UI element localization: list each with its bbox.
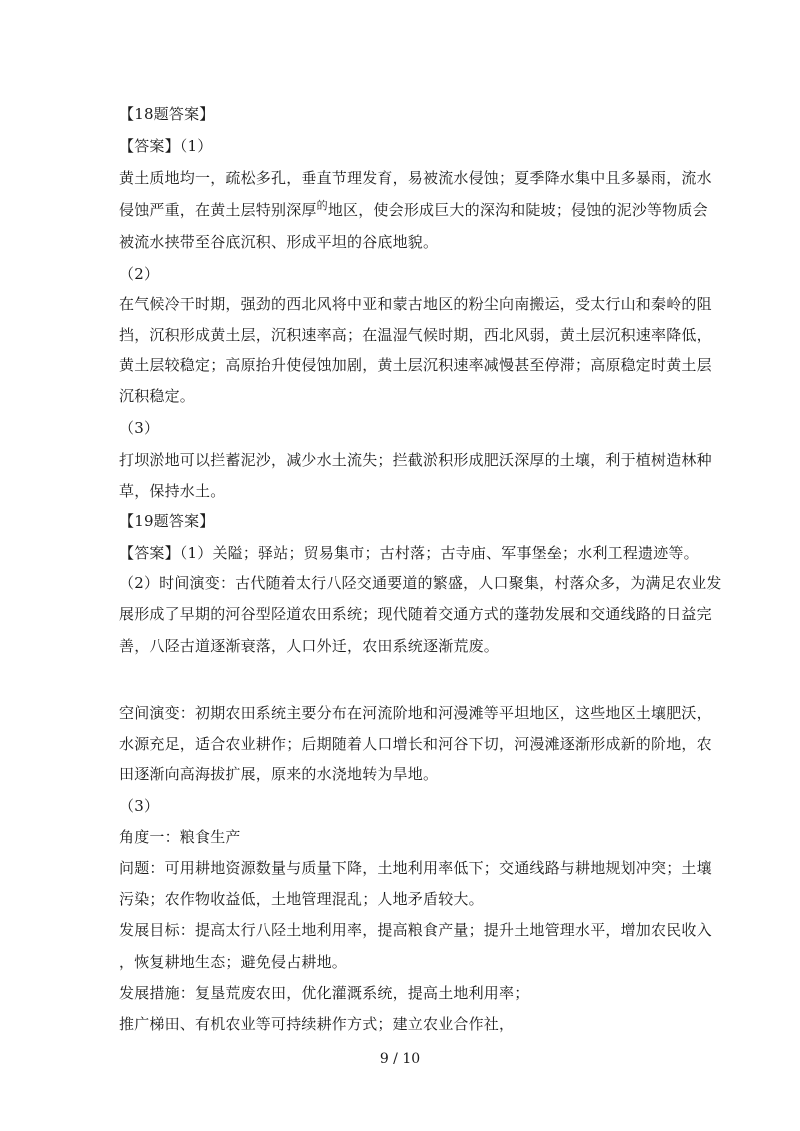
q18-part2-label: （2） [119, 265, 160, 283]
q18-part3-line-1: 打坝淤地可以拦蓄泥沙，减少水土流失；拦截淤积形成肥沃深厚的土壤，利于植树造林种 [119, 451, 712, 469]
q19-space-line-1: 空间演变：初期农田系统主要分布在河流阶地和河漫滩等平坦地区，这些地区土壤肥沃， [119, 704, 712, 722]
q18-part3-line-2: 草，保持水土。 [119, 482, 226, 500]
q18-part2-line-4: 沉积稳定。 [119, 387, 196, 405]
q18-part1-line-2-b: 地区，使会形成巨大的深沟和陡坡；侵蚀的泥沙等物质会 [327, 201, 708, 219]
q19-measure-line-2: 推广梯田、有机农业等可持续耕作方式；建立农业合作社， [119, 1015, 515, 1033]
q19-angle: 角度一：粮食生产 [119, 828, 241, 846]
q18-part1-line-2-sup: 的 [316, 199, 328, 212]
q18-part1-line-1: 黄土质地均一，疏松多孔，垂直节理发育，易被流水侵蚀；夏季降水集中且多暴雨，流水 [119, 169, 712, 187]
q18-part1-line-2-a: 侵蚀严重，在黄土层特别深厚 [119, 201, 317, 219]
q19-space-line-3: 田逐渐向高海拔扩展，原来的水浇地转为旱地。 [119, 765, 439, 783]
q19-part3-label: （3） [119, 797, 160, 815]
q19-problem-line-2: 污染；农作物收益低，土地管理混乱；人地矛盾较大。 [119, 890, 484, 908]
q19-part2-line-2: 展形成了早期的河谷型陉道农田系统；现代随着交通方式的蓬勃发展和交通线路的日益完 [119, 605, 712, 623]
q19-goal-line-2: ，恢复耕地生态；避免侵占耕地。 [119, 953, 348, 971]
q19-part2-line-3: 善，八陉古道逐渐衰落，人口外迁，农田系统逐渐荒废。 [119, 637, 500, 655]
q19-goal-line-1: 发展目标：提高太行八陉土地利用率，提高粮食产量；提升土地管理水平，增加农民收入 [119, 921, 712, 939]
q18-part1-line-3: 被流水挟带至谷底沉积、形成平坦的谷底地貌。 [119, 233, 439, 251]
page-number: 9 / 10 [379, 1051, 421, 1067]
q18-part2-line-2: 挡，沉积形成黄土层，沉积速率高；在温湿气候时期，西北风弱，黄土层沉积速率降低， [119, 326, 712, 344]
q19-problem-line-1: 问题：可用耕地资源数量与质量下降，土地利用率低下；交通线路与耕地规划冲突；土壤 [119, 859, 712, 877]
q18-part2-line-3: 黄土层较稳定；高原抬升使侵蚀加剧，黄土层沉积速率减慢甚至停滞；高原稳定时黄土层 [119, 356, 712, 374]
q18-part1-label: 【答案】（1） [119, 137, 213, 155]
q18-part1-line-2 [119, 199, 708, 222]
q18-header: 【18题答案】 [119, 105, 215, 123]
q18-part3-label: （3） [119, 419, 160, 437]
q19-space-line-2: 水源充足，适合农业耕作；后期随着人口增长和河谷下切，河漫滩逐渐形成新的阶地，农 [119, 735, 712, 753]
q19-part1-line: 【答案】（1）关隘；驿站；贸易集市；古村落；古寺庙、军事堡垒；水利工程遗迹等。 [119, 544, 699, 562]
q19-part2-line-1: （2）时间演变：古代随着太行八陉交通要道的繁盛，人口聚集，村落众多，为满足农业发 [119, 574, 722, 592]
q18-part2-line-1: 在气候冷干时期，强劲的西北风将中亚和蒙古地区的粉尘向南搬运，受太行山和秦岭的阻 [119, 295, 712, 313]
q19-header: 【19题答案】 [119, 512, 215, 530]
q19-measure-line-1: 发展措施：复垦荒废农田，优化灌溉系统，提高土地利用率； [119, 984, 530, 1002]
